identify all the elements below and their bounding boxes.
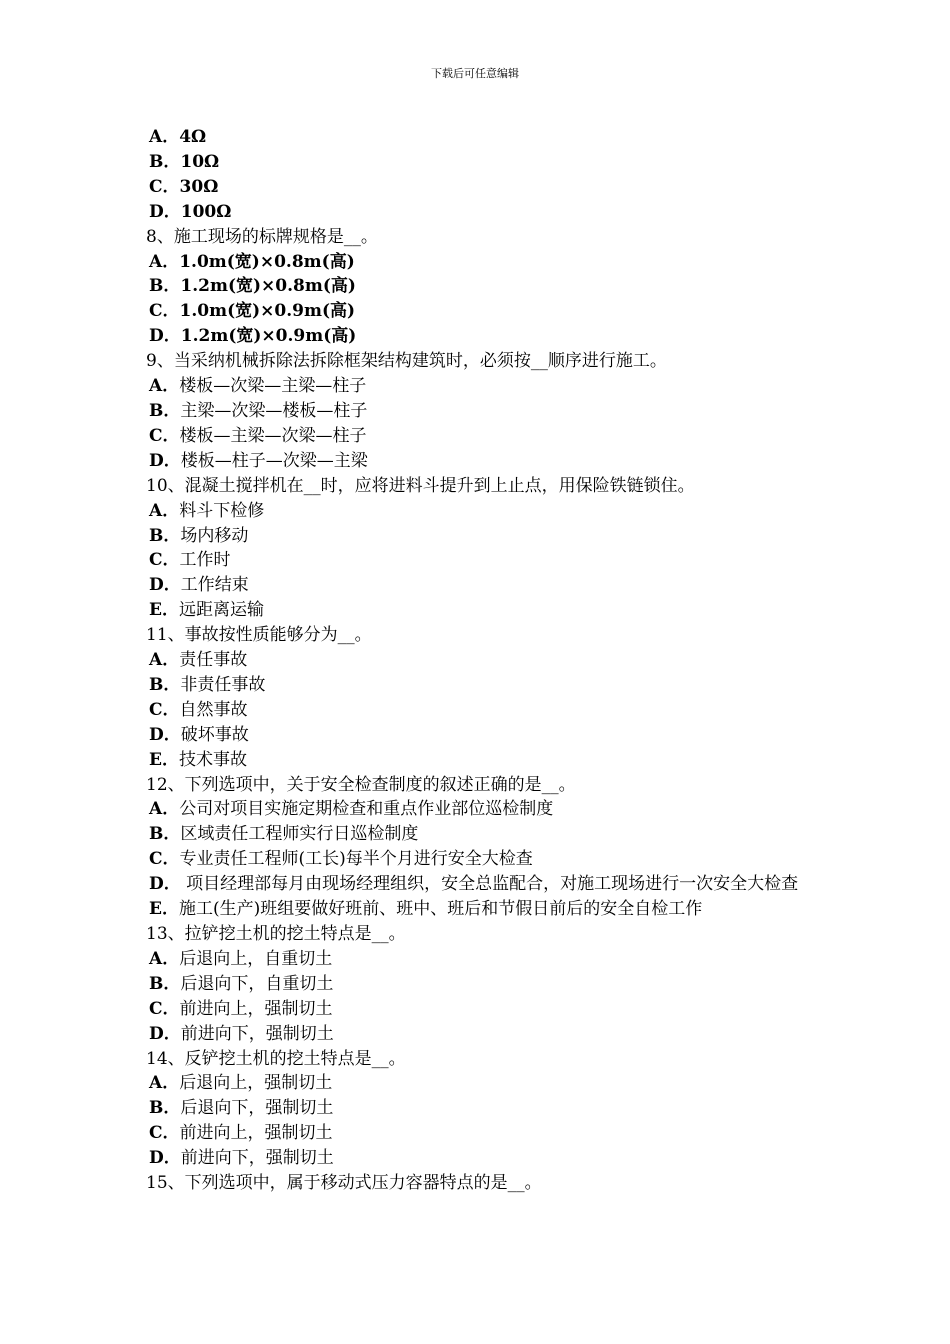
- option-label: A．: [149, 500, 180, 521]
- option-text: 楼板—柱子—次梁—主梁: [180, 450, 368, 471]
- option-text: 责任事故: [179, 650, 248, 671]
- option-text: 破坏事故: [180, 724, 249, 745]
- option-row: [146, 698, 811, 723]
- option-row: [146, 175, 811, 200]
- option-text: 后退向下，自重切土: [180, 973, 334, 994]
- option-row: [146, 997, 811, 1022]
- option-label: E．: [149, 600, 179, 621]
- option-text: 前进向下，强制切土: [180, 1148, 334, 1169]
- option-label: B．: [149, 674, 181, 695]
- option-label: B．: [149, 824, 181, 845]
- page-header: 下载后可任意编辑: [431, 67, 519, 80]
- option-text: 1.2m(宽)×0.8m(高): [180, 276, 356, 297]
- option-label: A．: [149, 251, 180, 272]
- option-text: 料斗下检修: [179, 500, 265, 521]
- option-text: 自然事故: [179, 699, 248, 720]
- option-label: B．: [149, 151, 181, 172]
- option-text: 项目经理部每月由现场经理组织，安全总监配合，对施工现场进行一次安全大检查: [180, 874, 799, 895]
- option-text: 1.0m(宽)×0.8m(高): [179, 251, 355, 272]
- option-text: 场内移动: [180, 525, 249, 546]
- option-text: 工作结束: [180, 575, 249, 596]
- option-row: [146, 748, 811, 773]
- option-label: C．: [149, 699, 180, 720]
- option-text: 区域责任工程师实行日巡检制度: [180, 824, 419, 845]
- option-row: [146, 897, 811, 922]
- option-label: B．: [149, 276, 181, 297]
- option-label: A．: [149, 1073, 180, 1094]
- option-row: [146, 200, 811, 225]
- option-row: [146, 548, 811, 573]
- option-row: [146, 424, 811, 449]
- question-stem: 9、当采纳机械拆除法拆除框架结构建筑时，必须按__顺序进行施工。: [146, 351, 667, 372]
- option-label: C．: [149, 849, 180, 870]
- option-row: [146, 250, 811, 275]
- option-row: [146, 1146, 811, 1171]
- option-row: [146, 324, 811, 349]
- option-label: C．: [149, 550, 180, 571]
- option-text: 技术事故: [178, 749, 247, 770]
- option-label: E．: [149, 899, 179, 920]
- option-row: [146, 125, 811, 150]
- option-label: D．: [149, 450, 181, 471]
- option-text: 后退向上，强制切土: [179, 1073, 333, 1094]
- option-row: [146, 299, 811, 324]
- option-row: [146, 1121, 811, 1146]
- question-stem: 13、拉铲挖土机的挖土特点是__。: [146, 924, 406, 944]
- question-stem: 12、下列选项中，关于安全检查制度的叙述正确的是__。: [146, 774, 576, 795]
- option-label: D．: [149, 201, 181, 222]
- option-row: [146, 449, 811, 474]
- option-label: D．: [149, 326, 181, 347]
- option-row: [146, 872, 811, 897]
- option-label: D．: [149, 575, 181, 596]
- option-row: [146, 847, 811, 872]
- option-row: [146, 972, 811, 997]
- option-row: [146, 274, 811, 299]
- option-row: [146, 648, 811, 673]
- option-text: 远距离运输: [178, 600, 264, 621]
- question-stem: 11、事故按性质能够分为__。: [146, 625, 372, 646]
- option-text: 10Ω: [180, 151, 220, 172]
- option-text: 公司对项目实施定期检查和重点作业部位巡检制度: [179, 799, 554, 820]
- option-text: 100Ω: [180, 201, 232, 222]
- option-label: D．: [149, 874, 181, 895]
- option-row: [146, 723, 811, 748]
- option-label: B．: [149, 400, 181, 421]
- option-text: 30Ω: [179, 176, 219, 197]
- option-text: 1.0m(宽)×0.9m(高): [179, 301, 356, 322]
- option-label: C．: [149, 1123, 180, 1144]
- option-label: A．: [149, 376, 180, 397]
- option-text: 后退向下，强制切土: [180, 1098, 334, 1119]
- option-text: 施工(生产)班组要做好班前、班中、班后和节假日前后的安全自检工作: [178, 899, 703, 920]
- option-text: 主梁—次梁—楼板—柱子: [180, 400, 368, 421]
- option-row: [146, 598, 811, 623]
- option-row: [146, 1096, 811, 1121]
- option-label: A．: [149, 948, 180, 969]
- option-row: [146, 673, 811, 698]
- option-label: D．: [149, 724, 181, 745]
- option-label: D．: [149, 1023, 181, 1044]
- option-row: [146, 499, 811, 524]
- option-row: [146, 374, 811, 399]
- option-label: B．: [149, 1098, 181, 1119]
- question-stem: 8、施工现场的标牌规格是__。: [146, 226, 378, 247]
- option-label: B．: [149, 973, 181, 994]
- option-text: 前进向下，强制切土: [180, 1023, 334, 1044]
- question-stem: 10、混凝土搅拌机在__时，应将进料斗提升到上止点，用保险铁链锁住。: [146, 475, 695, 496]
- option-label: A．: [149, 650, 180, 671]
- option-text: 后退向上，自重切土: [179, 948, 333, 969]
- option-text: 楼板—主梁—次梁—柱子: [179, 425, 367, 446]
- option-row: [146, 524, 811, 549]
- option-row: [146, 822, 811, 847]
- option-label: C．: [149, 301, 180, 322]
- option-label: C．: [149, 998, 180, 1019]
- option-row: [146, 573, 811, 598]
- option-row: [146, 947, 811, 972]
- option-row: [146, 1022, 811, 1047]
- option-label: A．: [149, 799, 180, 820]
- option-row: [146, 399, 811, 424]
- option-text: 前进向上，强制切土: [179, 998, 333, 1019]
- option-label: C．: [149, 176, 180, 197]
- option-text: 4Ω: [179, 127, 207, 147]
- option-label: E．: [149, 749, 179, 770]
- question-stem: 14、反铲挖土机的挖土特点是__。: [146, 1048, 406, 1069]
- option-text: 工作时: [179, 550, 231, 571]
- option-text: 1.2m(宽)×0.9m(高): [180, 326, 357, 347]
- option-row: [146, 1071, 811, 1096]
- option-row: [146, 797, 811, 822]
- option-text: 前进向上，强制切土: [179, 1123, 333, 1144]
- option-row: [146, 150, 811, 175]
- option-text: 专业责任工程师(工长)每半个月进行安全大检查: [179, 849, 533, 870]
- option-text: 楼板—次梁—主梁—柱子: [179, 376, 367, 397]
- question-stem: 15、下列选项中，属于移动式压力容器特点的是__。: [146, 1173, 542, 1194]
- option-label: D．: [149, 1148, 181, 1169]
- question-list: [146, 125, 811, 1196]
- option-label: C．: [149, 425, 180, 446]
- option-label: B．: [149, 525, 181, 546]
- option-label: A．: [149, 127, 180, 147]
- option-text: 非责任事故: [180, 674, 266, 695]
